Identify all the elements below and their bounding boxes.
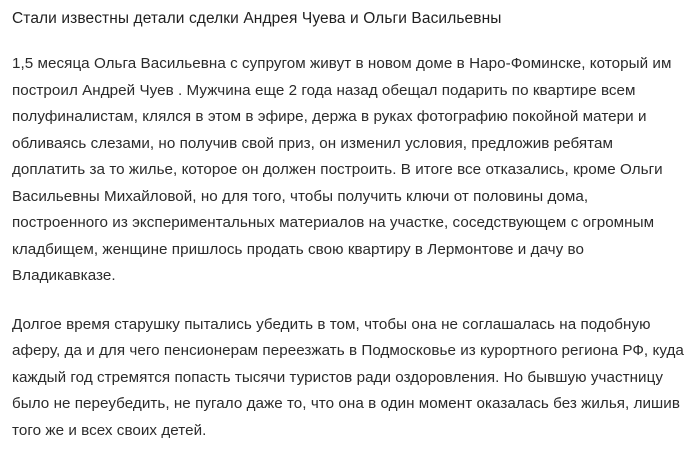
article-paragraph: 1,5 месяца Ольга Васильевна с супругом живут в новом доме в Наро-Фоминске, который им построил Андрей Чуев . Мужчина еще 2 года назад обещал подарить по квартире всем полуфиналистам, клялся в этом в эфире, держа в руках фотографию покойной матери и обливаясь слезами, но получив свой приз, он изменил условия, предложив ребятам доплатить за то жилье, которое он должен построить. В итоге все отказались, кроме Ольги Васильевны Михайловой, но для того, чтобы получить ключи от половины дома, построенного из экспериментальных материалов на участке, соседствующем с огромным кладбищем, женщине пришлось продать свою квартиру в Лермонтове и дачу во Владикавказе.: [12, 55, 672, 284]
page-title: Стали известны детали сделки Андрея Чуева и Ольги Васильевны: [12, 10, 502, 27]
article-paragraph: Долгое время старушку пытались убедить в том, чтобы она не соглашалась на подобную аферу, да и для чего пенсионерам переезжать в Подмосковье из курортного региона РФ, куда каждый год стремятся попасть тысячи туристов ради оздоровления. Но бывшую участницу было не переубедить, не пугало даже то, что она в один момент оказалась без жилья, лишив того же и всех своих детей.: [12, 315, 684, 439]
